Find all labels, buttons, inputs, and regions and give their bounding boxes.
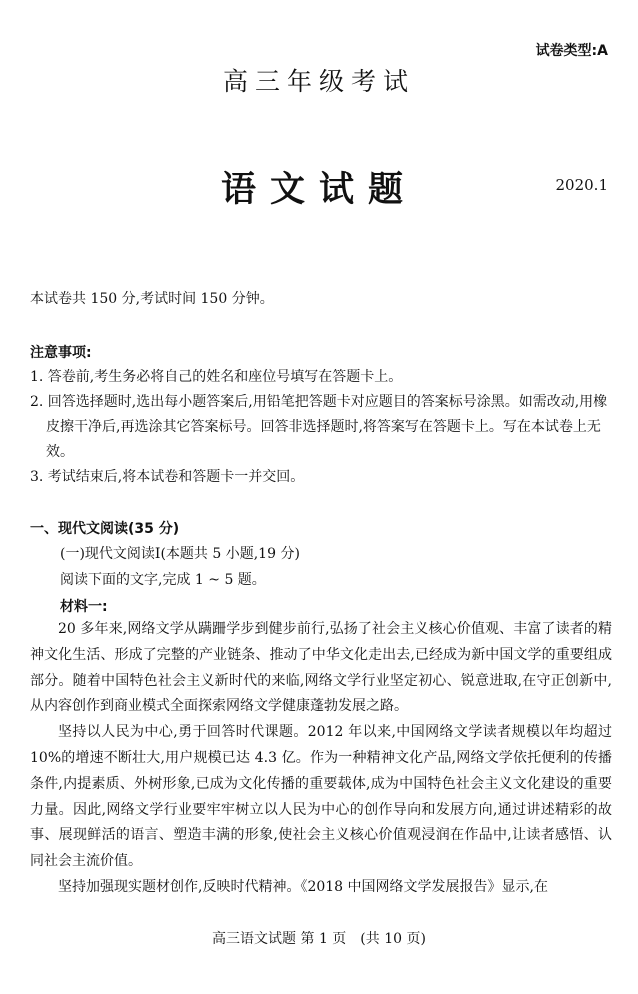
subject-title: 语文试题 <box>220 169 417 210</box>
passage-paragraph: 坚持加强现实题材创作,反映时代精神。《2018 中国网络文学发展报告》显示,在 <box>58 878 548 895</box>
exam-name: 高三年级考试 <box>222 67 415 96</box>
notes-item: 2. 回答选择题时,选出每小题答案后,用铅笔把答题卡对应题目的答案标号涂黑。如需改动,用橡皮擦干净后,再选涂其它答案标号。回答非选择题时,将答案写在答题卡上。写在本试卷上无效。 <box>30 394 608 460</box>
notes-item: 1. 答卷前,考生务必将自己的姓名和座位号填写在答题卡上。 <box>30 369 403 385</box>
notes-title: 注意事项: <box>30 345 92 361</box>
passage-paragraph: 20 多年来,网络文学从蹒跚学步到健步前行,弘扬了社会主义核心价值观、丰富了读者的精神文化生活、形成了完整的产业链条、推动了中华文化走出去,已经成为新中国文学的重要组成部分。随着中国特色社会主义新时代的来临,网络文学行业坚定初心、锐意进取,在守正创新中,从内容创作到商业模式全面探索网络文学健康蓬勃发展之路。 <box>30 621 612 715</box>
page-footer: 高三语文试题 第 1 页 (共 10 页) <box>212 931 426 947</box>
exam-intro: 本试卷共 150 分,考试时间 150 分钟。 <box>30 291 274 307</box>
reading-instruction: 阅读下面的文字,完成 1 ~ 5 题。 <box>60 572 266 588</box>
notes-item: 3. 考试结束后,将本试卷和答题卡一并交回。 <box>30 469 305 485</box>
subsection-title: (一)现代文阅读Ⅰ(本题共 5 小题,19 分) <box>60 546 300 562</box>
exam-date: 2020.1 <box>555 176 608 194</box>
notes-list <box>30 365 615 490</box>
section-title: 一、现代文阅读(35 分) <box>30 521 180 537</box>
paper-type-label: 试卷类型:A <box>535 43 608 59</box>
material-label: 材料一: <box>60 599 108 615</box>
reading-passage <box>30 617 612 901</box>
passage-paragraph: 坚持以人民为中心,勇于回答时代课题。2012 年以来,中国网络文学读者规模以年均超过 10%的增速不断壮大,用户规模已达 4.3 亿。作为一种精神文化产品,网络文学依托便利的传播条件,内提素质、外树形象,已成为文化传播的重要载体,成为中国特色社会主义文化建设的重要力量。因此,网络文学行业要牢牢树立以人民为中心的创作导向和发展方向,通过讲述精彩的故事、展现鲜活的语言、塑造丰满的形象,使社会主义核心价值观浸润在作品中,让读者感悟、认同社会主流价值。 <box>30 724 612 870</box>
